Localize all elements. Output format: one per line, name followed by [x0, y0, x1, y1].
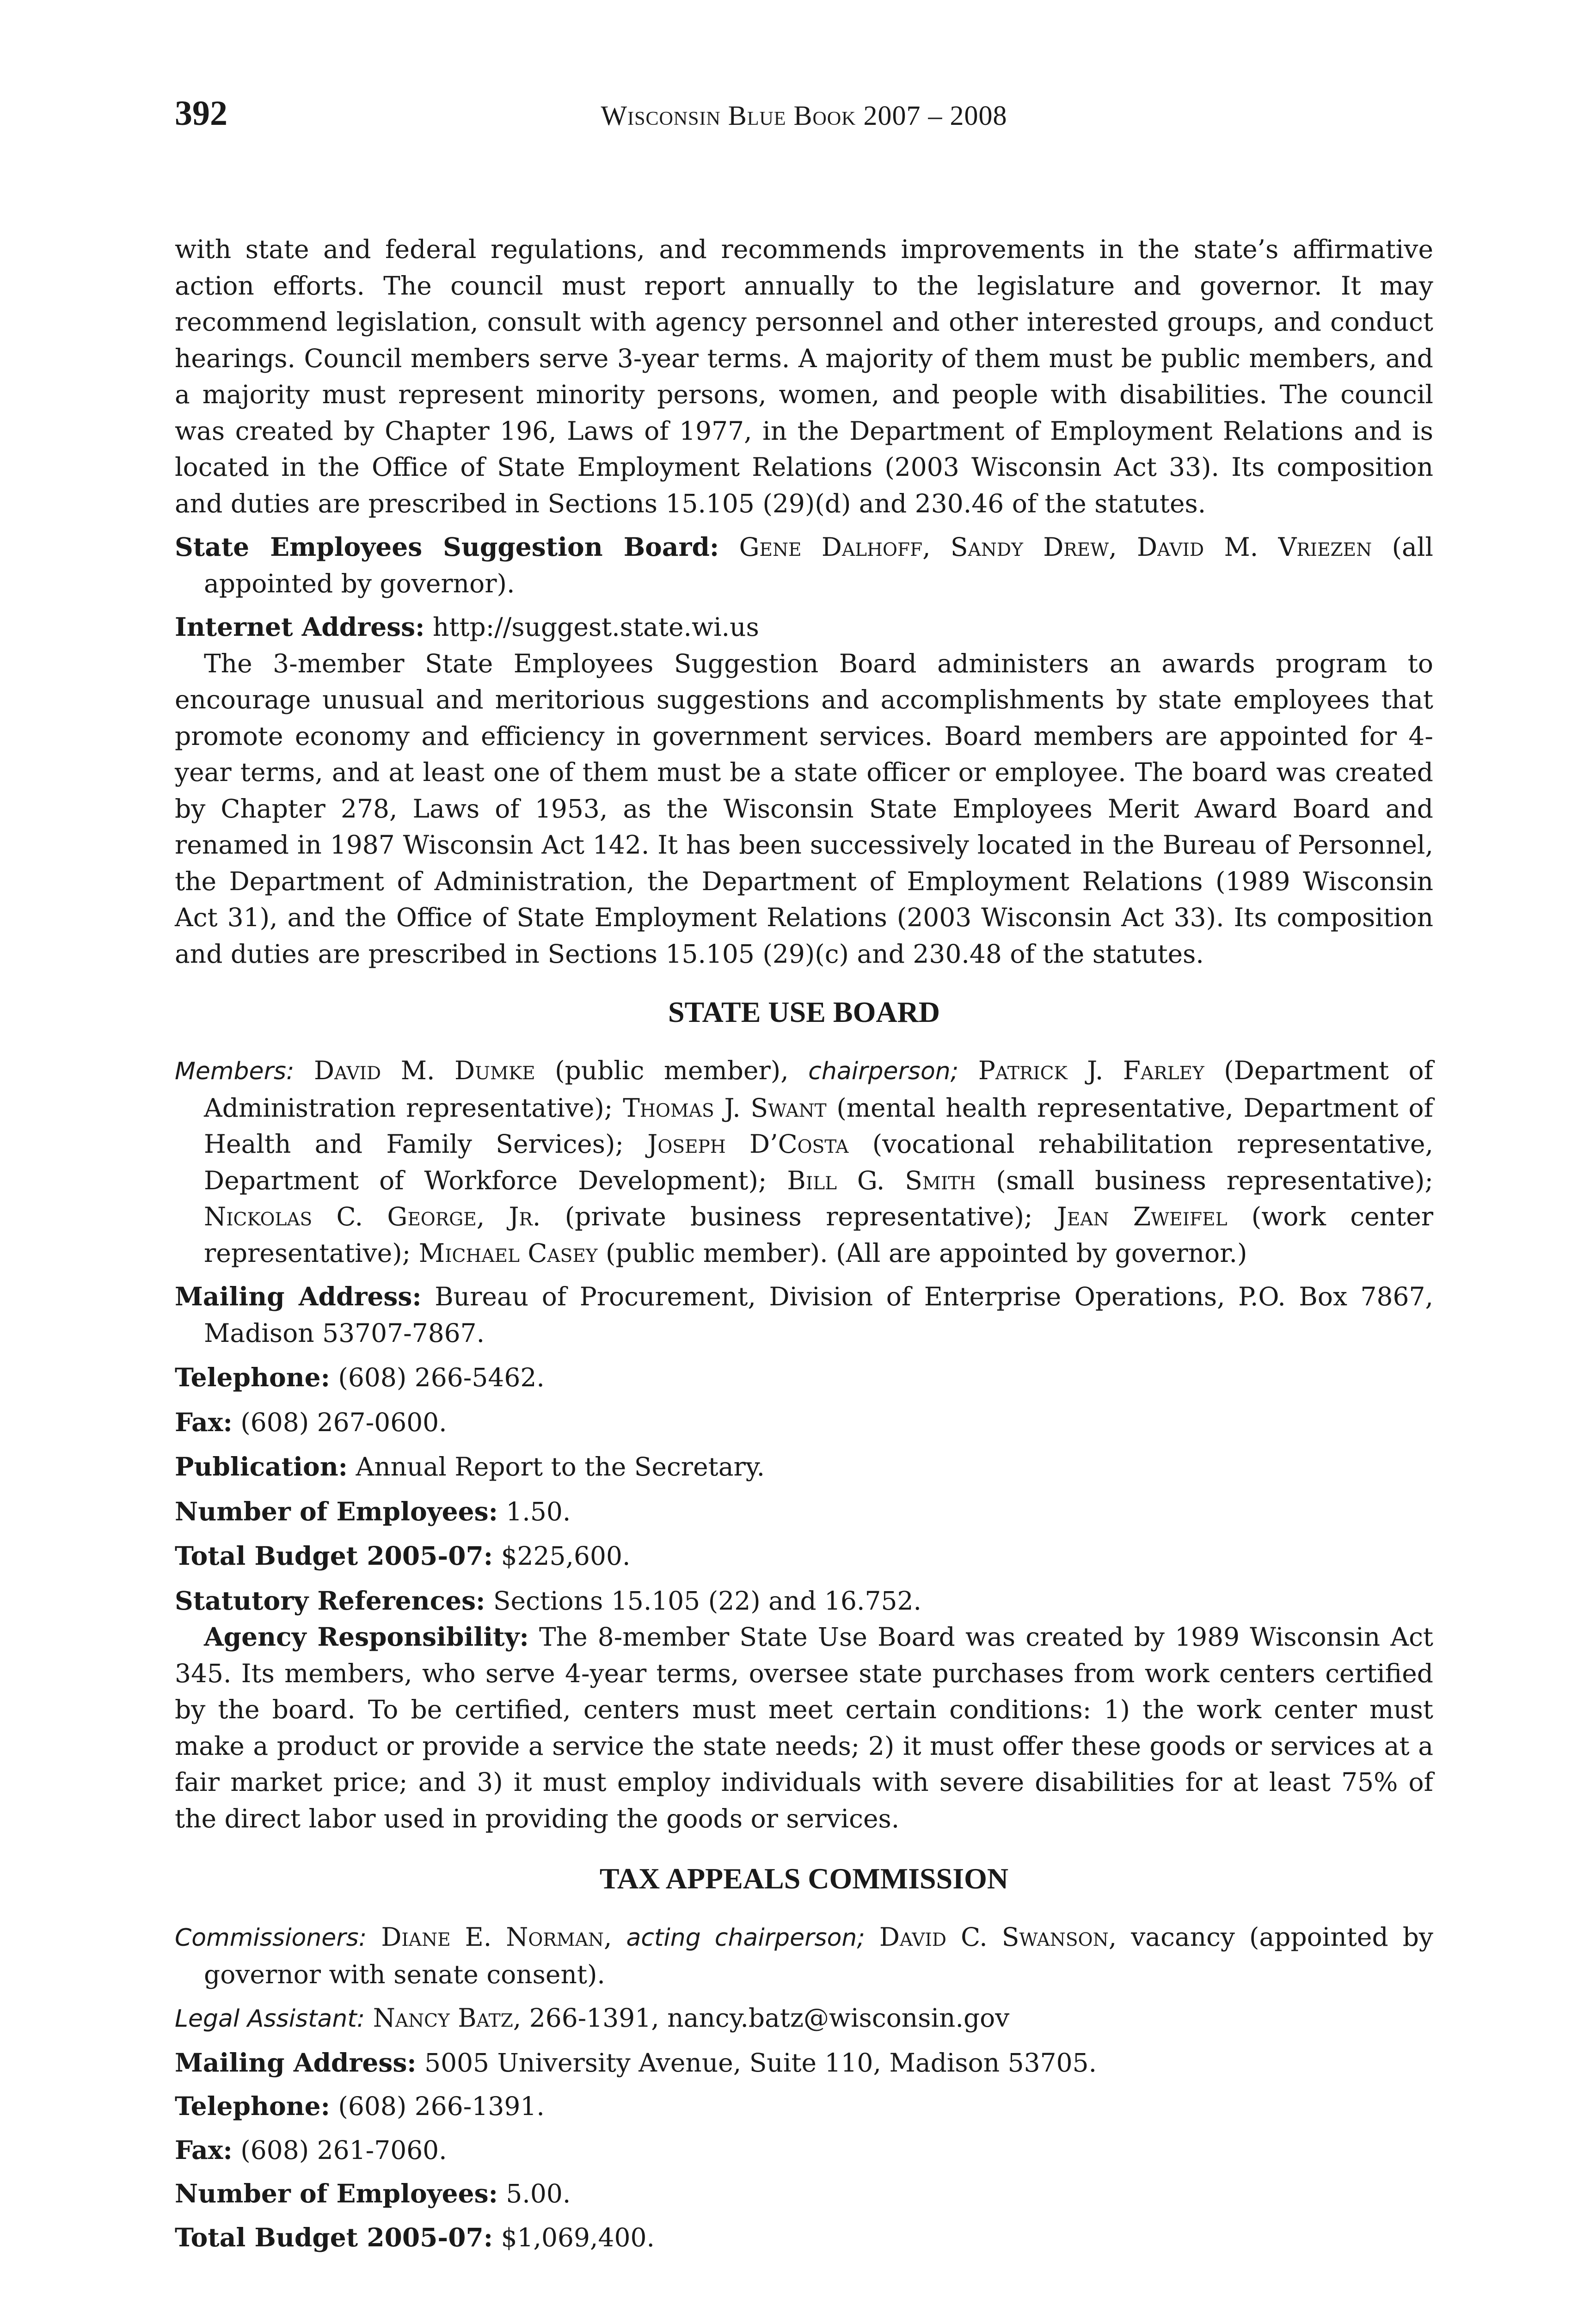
state-use-board-members	[175, 1052, 1433, 1271]
suggestion-internet-address	[175, 609, 1433, 646]
state-use-employees	[175, 1494, 1433, 1530]
tax-appeals-budget	[175, 2220, 1433, 2256]
body-text	[175, 231, 1433, 2256]
commissioner-name: David C. Swanson,	[879, 1922, 1117, 1952]
state-use-mailing-address	[175, 1279, 1433, 1351]
tax-appeals-commissioners	[175, 1919, 1433, 1992]
page-number: 392	[175, 94, 227, 133]
state-use-statutory-references	[175, 1583, 1433, 1619]
state-use-telephone	[175, 1359, 1433, 1396]
commissioners-note: vacancy (appointed by governor with senate consent).	[204, 1922, 1434, 1989]
field-label: Number of Employees:	[175, 1496, 498, 1526]
member-name: Michael Casey	[418, 1238, 598, 1268]
member-role: (vocational rehabilitation representative, Department of Workforce Development);	[204, 1129, 1434, 1195]
field-label: Publication:	[175, 1451, 348, 1482]
suggestion-board-members: Gene Dalhoff, Sandy Drew, David M. Vriezen	[739, 532, 1372, 562]
member-role: (private business representative);	[565, 1202, 1033, 1231]
member-name: Thomas J. Swant	[623, 1093, 827, 1123]
field-value: (608) 266-5462.	[338, 1363, 545, 1392]
internet-address-label: Internet Address:	[175, 612, 425, 642]
field-value: $225,600.	[501, 1541, 631, 1571]
field-label: Number of Employees:	[175, 2178, 498, 2208]
tax-appeals-mailing-address	[175, 2045, 1433, 2081]
field-label: Total Budget 2005-07:	[175, 1541, 493, 1571]
book-title: Wisconsin Blue Book 2007 – 2008	[601, 100, 1007, 131]
field-value: Bureau of Procurement, Division of Enterprise Operations, P.O. Box 7867, Madison 53707-7867.	[204, 1282, 1433, 1348]
member-role: (Department of Administration representative);	[204, 1056, 1433, 1123]
commissioners-label: Commissioners:	[175, 1924, 367, 1952]
tax-appeals-heading: TAX APPEALS COMMISSION	[599, 1862, 1009, 1895]
field-value: Annual Report to the Secretary.	[356, 1452, 765, 1482]
field-value: 5005 University Avenue, Suite 110, Madison 53705.	[424, 2048, 1097, 2078]
member-role: (public member). (All are appointed by governor.)	[606, 1238, 1247, 1268]
field-label: Agency Responsibility:	[204, 1622, 529, 1652]
tax-appeals-telephone	[175, 2088, 1433, 2125]
member-role: (public member),	[555, 1056, 789, 1085]
state-use-agency-responsibility	[175, 1619, 1433, 1837]
member-name: Patrick J. Farley	[978, 1056, 1204, 1085]
field-value: (608) 267-0600.	[240, 1407, 447, 1437]
state-use-board-heading: STATE USE BOARD	[668, 996, 940, 1028]
member-name: David M. Dumke	[314, 1056, 535, 1085]
tax-appeals-employees	[175, 2176, 1433, 2212]
intro-paragraph: with state and federal regulations, and recommends improvements in the state’s affirmative action efforts. The council must report annually to the legislature and governor. It may recommend legislation, consult with agency personnel and other interested groups, and conduct hearings. Council members serve 3-year terms. A majority of them must be public members, and a majority must represent minority persons, women, and people with disabilities. The council was created by Chapter 196, Laws of 1977, in the Department of Employment Relations and is located in the Office of State Employment Relations (2003 Wisconsin Act 33). Its composition and duties are prescribed in Sections 15.105 (29)(d) and 230.46 of the statutes.	[175, 234, 1433, 518]
field-label: Statutory References:	[175, 1585, 485, 1616]
legal-assistant-name: Nancy Batz,	[373, 2003, 522, 2033]
field-label: Fax:	[175, 1407, 233, 1437]
legal-assistant-label: Legal Assistant:	[175, 2005, 365, 2033]
field-label: Mailing Address:	[175, 2047, 417, 2078]
legal-assistant-contact[interactable]: 266-1391, nancy.batz@wisconsin.gov	[529, 2003, 1010, 2033]
field-value: (608) 261-7060.	[240, 2135, 447, 2165]
field-value: $1,069,400.	[501, 2222, 655, 2252]
members-label: Members:	[175, 1058, 295, 1085]
field-label: Telephone:	[175, 2091, 330, 2121]
field-label: Fax:	[175, 2134, 233, 2165]
commissioner-name: Diane E. Norman,	[381, 1922, 612, 1952]
internet-address-link[interactable]: http://suggest.state.wi.us	[432, 612, 759, 642]
tax-appeals-fax	[175, 2132, 1433, 2169]
member-name: Nickolas C. George, Jr.	[204, 1202, 541, 1231]
field-value: 5.00.	[506, 2179, 571, 2208]
member-role: (mental health representative, Department of Health and Family Services);	[204, 1093, 1434, 1159]
suggestion-board-entry	[175, 529, 1433, 602]
member-name: Bill G. Smith	[787, 1165, 976, 1195]
field-value: The 8-member State Use Board was created by 1989 Wisconsin Act 345. Its members, who serve 4-year terms, oversee state purchases from work centers certified by the board. To be certified, centers must meet certain conditions: 1) the work center must make a product or provide a service the state needs; 2) it must offer these goods or services at a fair market price; and 3) it must employ individuals with severe disabilities for at least 75% of the direct labor used in providing the goods or services.	[175, 1622, 1433, 1833]
member-role: (work center representative);	[204, 1202, 1434, 1268]
member-name: Jean Zweifel	[1056, 1202, 1228, 1231]
suggestion-board-label: State Employees Suggestion Board:	[175, 532, 719, 562]
field-value: Sections 15.105 (22) and 16.752.	[493, 1586, 921, 1616]
state-use-fax	[175, 1404, 1433, 1441]
tax-appeals-legal-assistant	[175, 2000, 1433, 2037]
state-use-budget	[175, 1538, 1433, 1574]
chairperson-label: chairperson;	[808, 1058, 959, 1085]
field-label: Total Budget 2005-07:	[175, 2222, 493, 2252]
field-label: Telephone:	[175, 1362, 330, 1392]
suggestion-board-appointed: (all appointed by governor).	[204, 532, 1434, 598]
member-name: Joseph D’Costa	[647, 1129, 849, 1159]
acting-chair-label: acting chairperson;	[626, 1924, 865, 1952]
field-label: Mailing Address:	[175, 1281, 422, 1311]
state-use-publication	[175, 1449, 1433, 1485]
field-value: (608) 266-1391.	[338, 2091, 545, 2121]
field-value: 1.50.	[506, 1496, 571, 1526]
suggestion-board-description: The 3-member State Employees Suggestion Board administers an awards program to encourage unusual and meritorious suggestions and accomplishments by state employees that promote economy and efficiency in government services. Board members are appointed for 4-year terms, and at least one of them must be a state officer or employee. The board was created by Chapter 278, Laws of 1953, as the Wisconsin State Employees Merit Award Board and renamed in 1987 Wisconsin Act 142. It has been successively located in the Bureau of Personnel, the Department of Administration, the Department of Employment Relations (1989 Wisconsin Act 31), and the Office of State Employment Relations (2003 Wisconsin Act 33). Its composition and duties are prescribed in Sections 15.105 (29)(c) and 230.48 of the statutes.	[175, 648, 1433, 969]
running-head	[175, 92, 1433, 134]
member-role: (small business representative);	[996, 1165, 1433, 1195]
